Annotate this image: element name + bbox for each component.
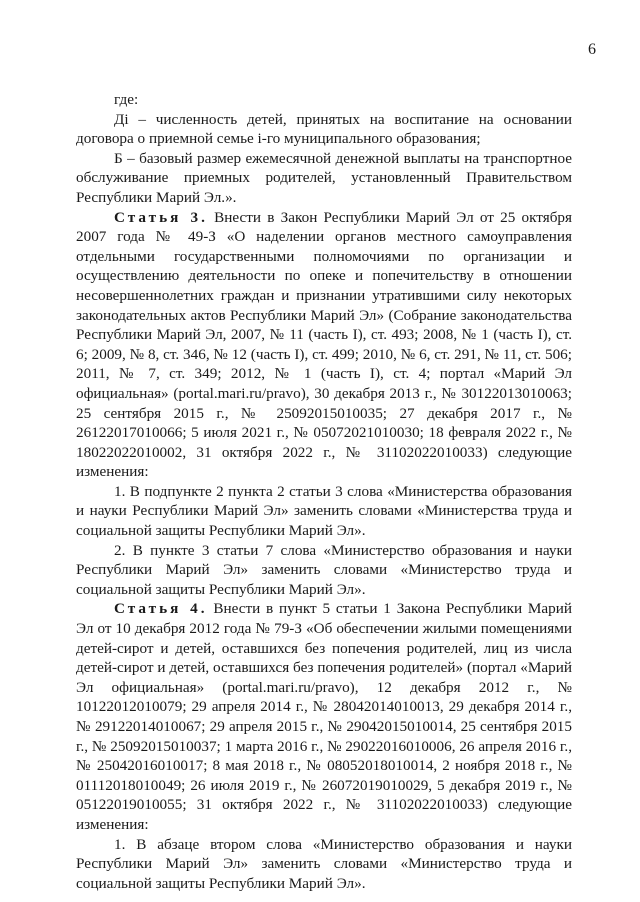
article-4 [76, 599, 572, 834]
article-3-heading: Статья 3. [114, 208, 208, 226]
document-body [76, 90, 572, 893]
paragraph-b-definition: Б – базовый размер ежемесячной денежной выплаты на транспортное обслуживание приемных родителей, установленный Правительством Республики Марий Эл.». [76, 149, 572, 206]
article-4-text: Внести в пункт 5 статьи 1 Закона Республики Марий Эл от 10 декабря 2012 года № 79-З «Об обеспечении жилыми помещениями детей-сирот и детей, оставшихся без попечения родителей, лиц из числа детей-сирот и детей, оставшихся без попечения родителей» (портал «Марий Эл официальная» (portal.mari.ru/pravo), 12 декабря 2012 г., № 10122012010079; 29 апреля 2014 г., № 28042014010013, 29 декабря 2014 г., № 29122014010067; 29 апреля 2015 г., № 29042015010014, 25 сентября 2015 г., № 25092015010037; 1 марта 2016 г., № 29022016010006, 26 апреля 2016 г., № 25042016010017; 8 мая 2018 г., № 08052018010014, 2 ноября 2018 г., № 01112018010049; 26 июля 2019 г., № 26072019010029, 5 декабря 2019 г., № 05122019010055; 31 октября 2022 г., № 31102022010033) следующие изменения: [76, 600, 573, 833]
article-3-item-1: 1. В подпункте 2 пункта 2 статьи 3 слова «Министерства образования и науки Республики Марий Эл» заменить словами «Министерства труда и социальной защиты Республики Марий Эл». [76, 482, 572, 540]
article-3 [76, 208, 572, 482]
article-3-item-2: 2. В пункте 3 статьи 7 слова «Министерство образования и науки Республики Марий Эл» заменить словами «Министерство труда и социальной защиты Республики Марий Эл». [76, 541, 572, 598]
article-3-text: Внести в Закон Республики Марий Эл от 25 октября 2007 года № 49-З «О наделении органов местного самоуправления отдельными государственными полномочиями по организации и осуществлению деятельности по опеке и попечительству в отношении несовершеннолетних граждан и признании утратившими силу некоторых законодательных актов Республики Марий Эл» (Собрание законодательства Республики Марий Эл, 2007, № 11 (часть I), ст. 493; 2008, № 1 (часть I), ст. 6; 2009, № 8, ст. 346, № 12 (часть I), ст. 499; 2010, № 6, ст. 291, № 11, ст. 506; 2011, № 7, ст. 349; 2012, № 1 (часть I), ст. 4; портал «Марий Эл официальная» (portal.mari.ru/pravo), 30 декабря 2013 г., № 30122013010063; 25 сентября 2015 г., № 25092015010035; 27 декабря 2017 г., № 26122017010066; 5 июля 2021 г., № 05072021010030; 18 февраля 2022 г., № 18022022010002, 31 октября 2022 г., № 31102022010033) следующие изменения: [76, 208, 573, 481]
article-4-item-1: 1. В абзаце втором слова «Министерство образования и науки Республики Марий Эл» заменить словами «Министерство труда и социальной защиты Республики Марий Эл». [76, 835, 572, 892]
article-4-heading: Статья 4. [114, 600, 208, 618]
page-number: 6 [588, 41, 596, 58]
paragraph-where: где: [114, 91, 139, 108]
paragraph-d-definition: Дi – численность детей, принятых на воспитание на основании договора о приемной семье i-го муниципального образования; [76, 110, 572, 148]
